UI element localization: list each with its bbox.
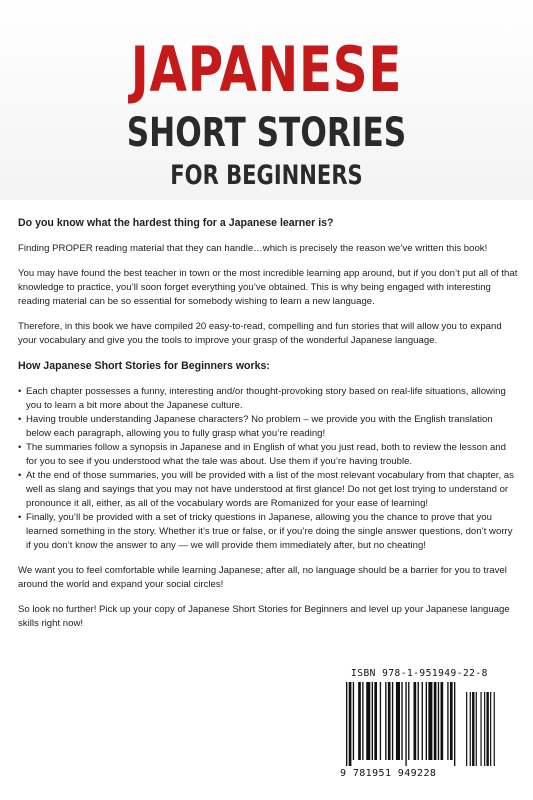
paragraph-4: We want you to feel comfortable while learning Japanese; after all, no language should be a barrier for you to travel around the world and expand your social circles! bbox=[18, 565, 507, 590]
intro-question: Do you know what the hardest thing for a Japanese learner is? bbox=[18, 217, 334, 229]
paragraph-2: You may have found the best teacher in town or the most incredible learning app around, but if you don’t put all of that knowledge to practice, you’ll soon forget everything you’ve obtained. This is why being engaged with interesting reading material can be so essential for somebody wishing to learn a new language. bbox=[18, 268, 518, 307]
paragraph-3: Therefore, in this book we have compiled 20 easy-to-read, compelling and fun stories that will allow you to expand your vocabulary and give you the tools to improve your grasp of the wonderful Japanese language. bbox=[18, 321, 502, 346]
bullet-icon: • bbox=[18, 470, 22, 481]
list-item: • Having trouble understanding Japanese characters? No problem – we provide you with the English translation below each paragraph, allowing you to fully grasp what you’re reading! bbox=[18, 414, 493, 439]
how-it-works-heading: How Japanese Short Stories for Beginners works: bbox=[18, 360, 270, 372]
title-japanese: JAPANESE bbox=[130, 33, 403, 106]
list-item: • The summaries follow a synopsis in Japanese and in English of what you just read, both to review the lesson and for you to see if you understood what the tale was about. Use them if you’re having trouble. bbox=[18, 442, 506, 467]
cover-header bbox=[0, 0, 533, 200]
features-list bbox=[18, 385, 518, 553]
bullet-icon: • bbox=[18, 414, 22, 425]
bullet-icon: • bbox=[18, 386, 22, 397]
barcode-digits: 9 781951 949228 bbox=[340, 768, 437, 779]
title-short-stories: SHORT STORIES bbox=[126, 110, 407, 156]
paragraph-5: So look no further! Pick up your copy of Japanese Short Stories for Beginners and level up your Japanese language skills right now! bbox=[18, 604, 510, 629]
back-cover-description bbox=[18, 216, 518, 642]
paragraph-1: Finding PROPER reading material that they can handle…which is precisely the reason we’ve written this book! bbox=[18, 243, 488, 254]
list-item: • At the end of those summaries, you will be provided with a list of the most relevant vocabulary from that chapter, as well as slang and sayings that you may not have understood at first glance! Do not get lost trying to understand or pronounce it all, either, as all of the vocabulary words are Romanized for your ease of learning! bbox=[18, 470, 514, 509]
title-for-beginners: FOR BEGINNERS bbox=[170, 160, 363, 191]
bullet-icon: • bbox=[18, 512, 22, 523]
list-item: • Finally, you’ll be provided with a set of tricky questions in Japanese, allowing you the chance to prove that you learned something in the story. Whether it’s true or false, or if you’re doing the single answer questions, don’t worry if you don’t know the answer to any — we will provide them immediately after, but no cheating! bbox=[18, 512, 513, 551]
bullet-icon: • bbox=[18, 442, 22, 453]
isbn-barcode bbox=[340, 668, 524, 794]
barcode-icon bbox=[340, 682, 524, 768]
list-item: • Each chapter possesses a funny, interesting and/or thought-provoking story based on real-life situations, allowing you to learn a bit more about the Japanese culture. bbox=[18, 386, 506, 411]
isbn-label: ISBN 978-1-951949-22-8 bbox=[351, 668, 488, 679]
